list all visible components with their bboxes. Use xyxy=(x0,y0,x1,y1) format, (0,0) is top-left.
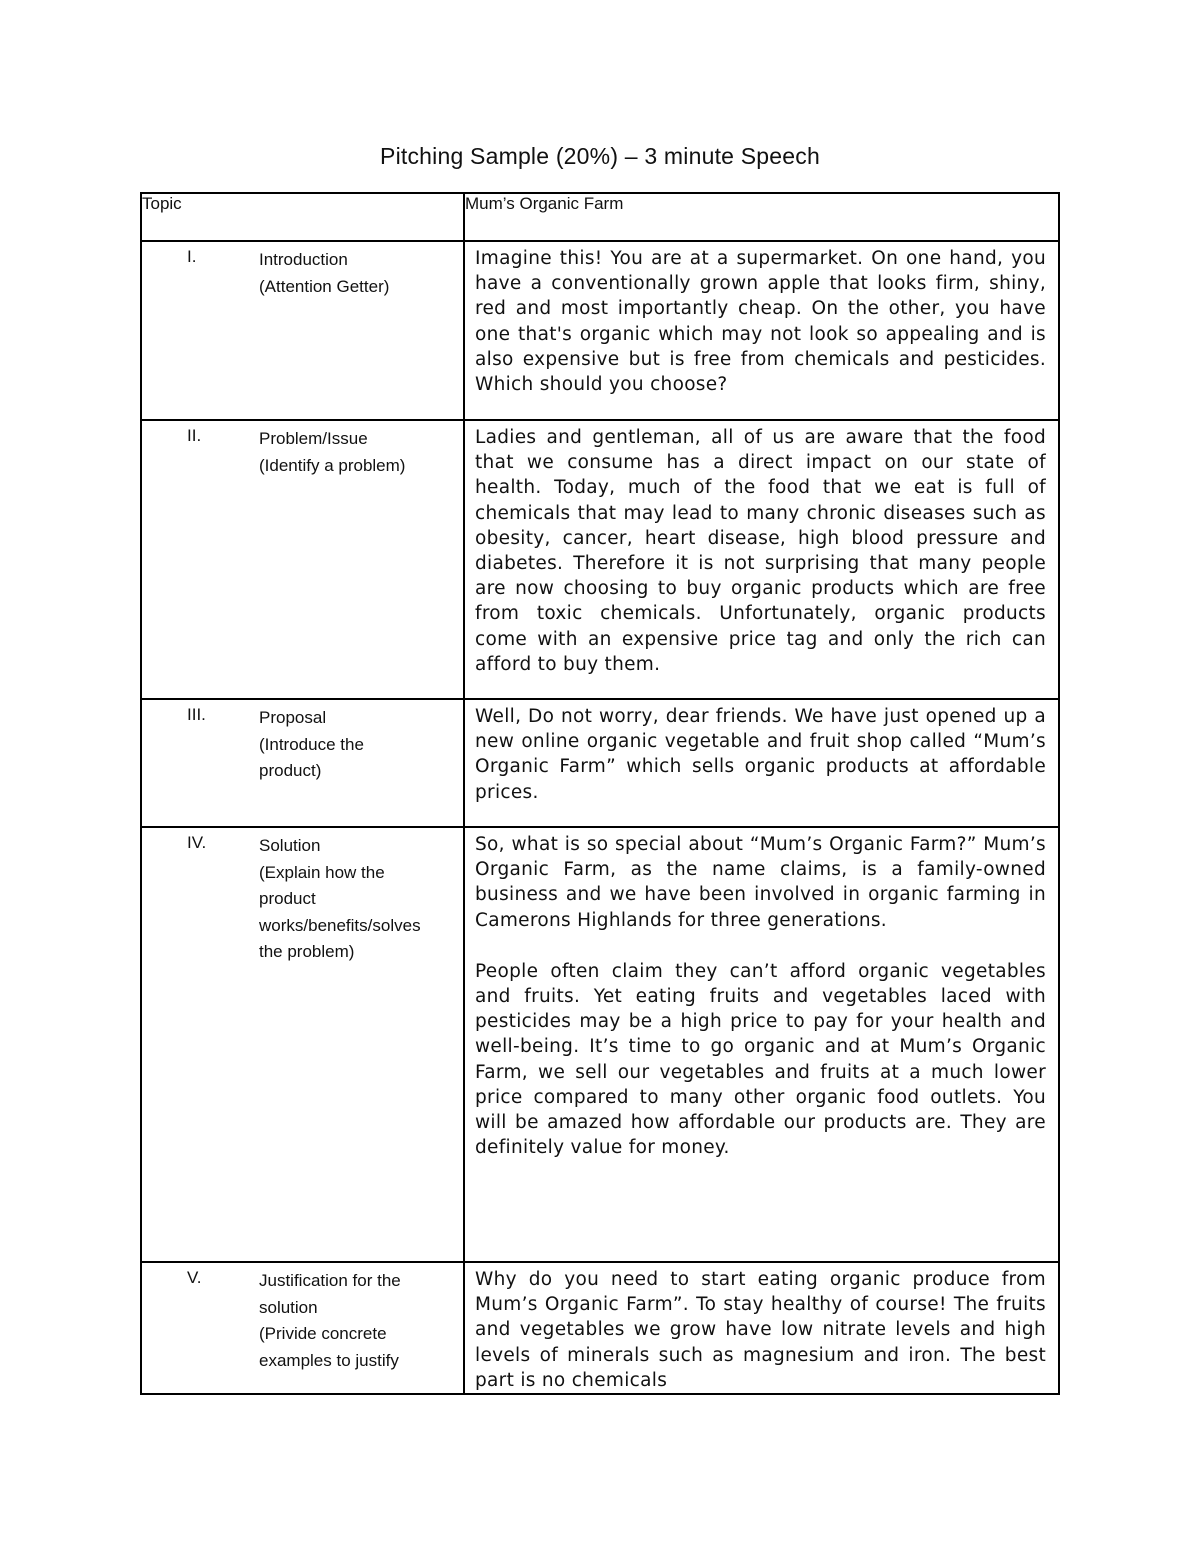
section-label-cell xyxy=(141,420,464,699)
section-paragraph: Imagine this! You are at a supermarket. On one hand, you have a conventionally grown apple that looks firm, shiny, red and most importantly cheap. On the other, you have one that's organic which may not look so appealing and is also expensive but is free from chemicals and pesticides. Which should you choose? xyxy=(475,248,1046,396)
section-subtitle: (Privide concrete xyxy=(259,1324,387,1343)
section-paragraph: Well, Do not worry, dear friends. We have just opened up a new online organic vegetable and fruit shop called “Mum’s Organic Farm” which sells organic products at affordable prices. xyxy=(475,706,1046,803)
section-content-cell xyxy=(464,420,1059,699)
section-subtitle: (Introduce the xyxy=(259,734,364,754)
pitch-outline-table xyxy=(140,192,1060,1395)
section-numeral: V. xyxy=(187,1268,202,1287)
section-title: Introduction xyxy=(259,250,348,269)
table-header-row xyxy=(141,193,1059,241)
section-numeral: IV. xyxy=(187,833,207,852)
table-row xyxy=(141,827,1059,1262)
section-title: Proposal xyxy=(259,708,327,727)
section-subtitle: works/benefits/solves xyxy=(259,915,421,935)
section-content-cell xyxy=(464,827,1059,1262)
section-subtitle: (Identify a problem) xyxy=(259,455,406,475)
section-subtitle: (Attention Getter) xyxy=(259,276,390,296)
header-topic-value: Mum’s Organic Farm xyxy=(464,193,1059,241)
section-title: Problem/Issue xyxy=(259,429,368,448)
section-paragraph: So, what is so special about “Mum’s Organic Farm?” Mum’s Organic Farm, as the name claims, is a family-owned business and we have been involved in organic farming in Camerons Highlands for three generations. xyxy=(475,834,1046,931)
page-title: Pitching Sample (20%) – 3 minute Speech xyxy=(380,143,820,169)
section-content-cell xyxy=(464,699,1059,827)
section-label-cell xyxy=(141,827,464,1262)
table-row xyxy=(141,699,1059,827)
section-content-cell xyxy=(464,1262,1059,1394)
section-subtitle: product xyxy=(259,889,316,908)
section-paragraph: Ladies and gentleman, all of us are aware that the food that we consume has a direct impact on our state of health. Today, much of the food that we eat is full of chemicals that may lead to many chronic diseases such as obesity, cancer, heart disease, high blood pressure and diabetes. Therefore it is not surprising that many people are now choosing to buy organic products which are free from toxic chemicals. Unfortunately, organic products come with an expensive price tag and only the rich can afford to buy them. xyxy=(475,427,1046,675)
section-numeral: II. xyxy=(187,426,202,445)
section-title: Justification for the xyxy=(259,1271,401,1290)
section-paragraph: People often claim they can’t afford organic vegetables and fruits. Yet eating fruits and vegetables laced with pesticides may be a high price to pay for your health and well-being. It’s time to go organic and at Mum’s Organic Farm, we sell our vegetables and fruits at a much lower price compared to many other organic food outlets. You will be amazed how affordable our products are. They are definitely value for money. xyxy=(475,960,1046,1159)
table-row xyxy=(141,241,1059,420)
section-numeral: III. xyxy=(187,705,206,724)
section-label-cell xyxy=(141,699,464,827)
section-numeral: I. xyxy=(187,247,197,266)
section-title: Solution xyxy=(259,836,321,855)
section-subtitle: product) xyxy=(259,761,322,780)
section-paragraph: Why do you need to start eating organic produce from Mum’s Organic Farm”. To stay healthy of course! The fruits and vegetables we grow have low nitrate levels and high levels of minerals such as magnesium and iron. The best part is no chemicals xyxy=(475,1269,1046,1391)
section-subtitle: examples to justify xyxy=(259,1350,399,1370)
section-content-cell xyxy=(464,241,1059,420)
section-subtitle: solution xyxy=(259,1297,318,1317)
table-row xyxy=(141,420,1059,699)
section-label-cell xyxy=(141,241,464,420)
section-label-cell xyxy=(141,1262,464,1394)
section-subtitle: (Explain how the xyxy=(259,862,385,882)
header-topic-label: Topic xyxy=(141,193,464,241)
section-subtitle: the problem) xyxy=(259,942,355,961)
table-row xyxy=(141,1262,1059,1394)
